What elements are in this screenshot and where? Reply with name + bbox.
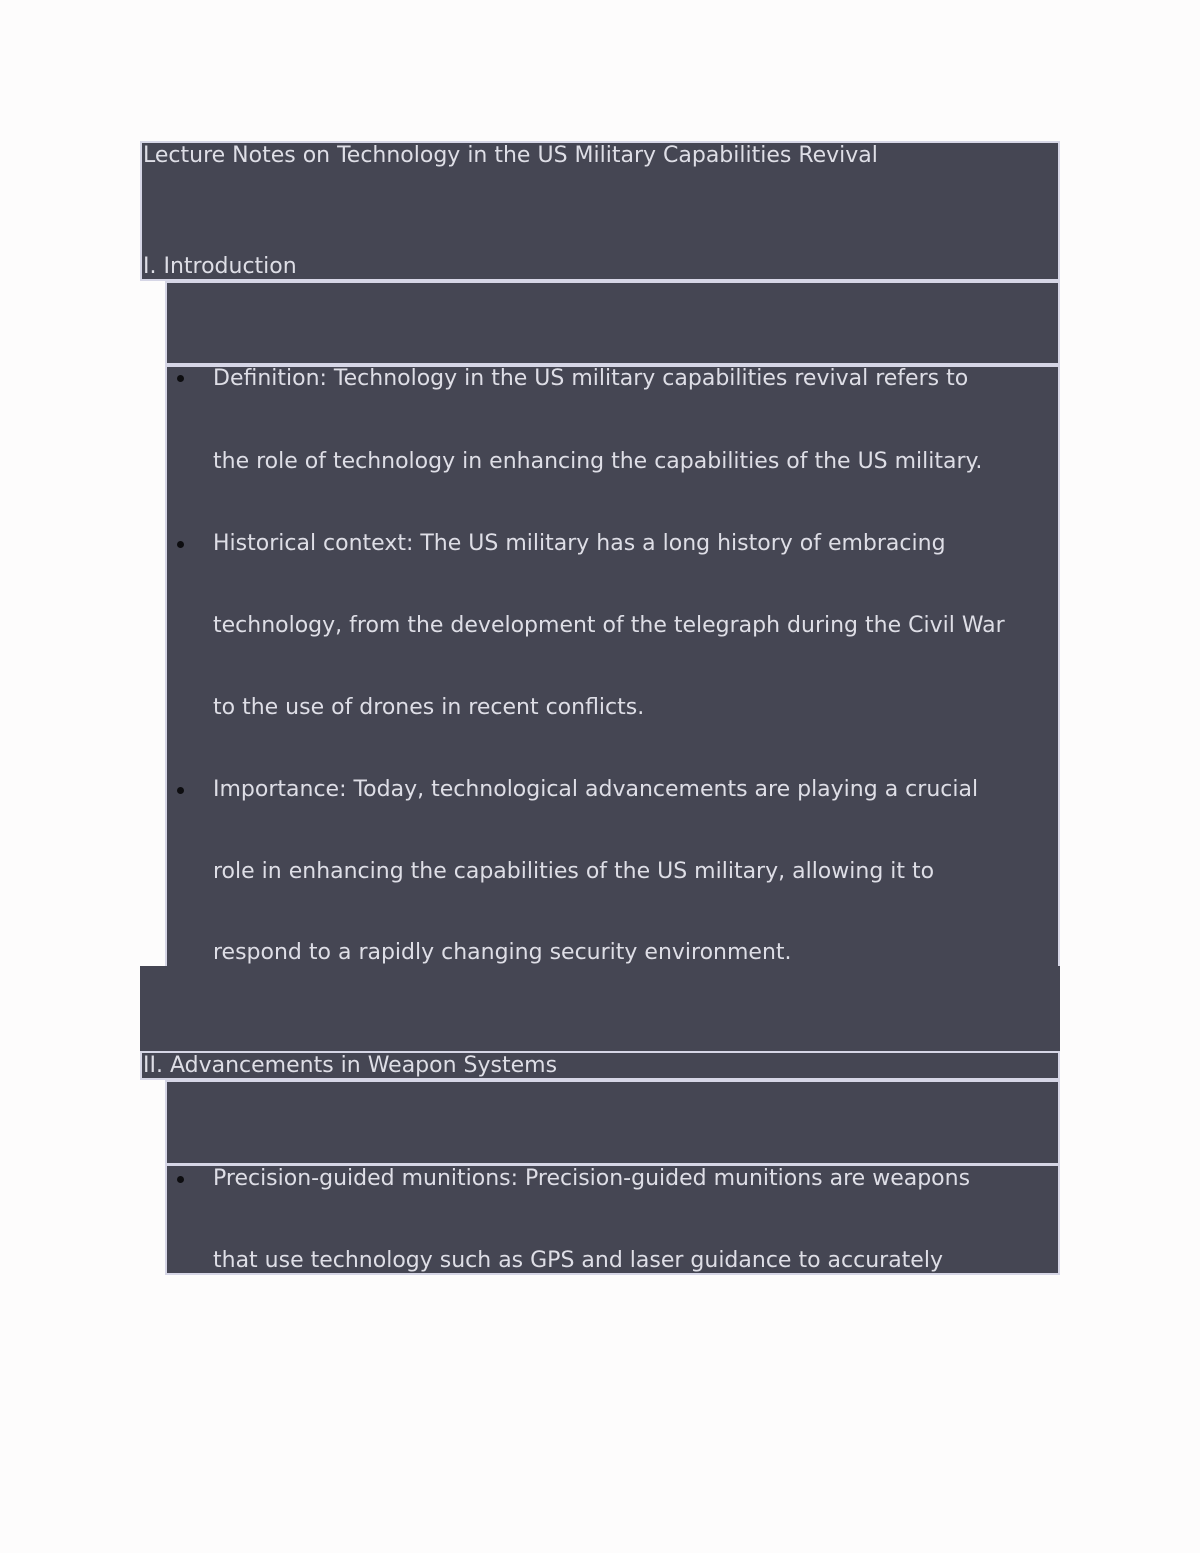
bullet-text-line: Precision-guided munitions: Precision-guided munitions are weapons [213,1166,971,1191]
document-title: Lecture Notes on Technology in the US Military Capabilities Revival [143,143,878,168]
bullet-marker [177,787,184,794]
bullet-text-line: Historical context: The US military has a long history of embracing [213,531,946,556]
bullet-text-line: Importance: Today, technological advancements are playing a crucial [213,777,979,802]
bullet-text-line: to the use of drones in recent conflicts. [213,695,645,720]
bullet-text-line: the role of technology in enhancing the capabilities of the US military. [213,449,983,474]
bullet-text-line: role in enhancing the capabilities of the US military, allowing it to [213,859,935,884]
section-heading-weapon-systems: II. Advancements in Weapon Systems [143,1053,558,1078]
section-heading-introduction: I. Introduction [143,254,297,279]
bullet-marker [177,375,184,382]
bullet-marker [177,1176,184,1183]
bullet-text-line: respond to a rapidly changing security environment. [213,940,792,965]
spacer-block [165,1080,1060,1165]
bullet-text-line: that use technology such as GPS and laser guidance to accurately [213,1248,943,1273]
bullet-marker [177,541,184,548]
bullet-text-line: technology, from the development of the telegraph during the Civil War [213,613,1005,638]
bullet-text-line: Definition: Technology in the US military capabilities revival refers to [213,366,969,391]
spacer-block [140,966,1060,1052]
spacer-block [165,281,1060,365]
